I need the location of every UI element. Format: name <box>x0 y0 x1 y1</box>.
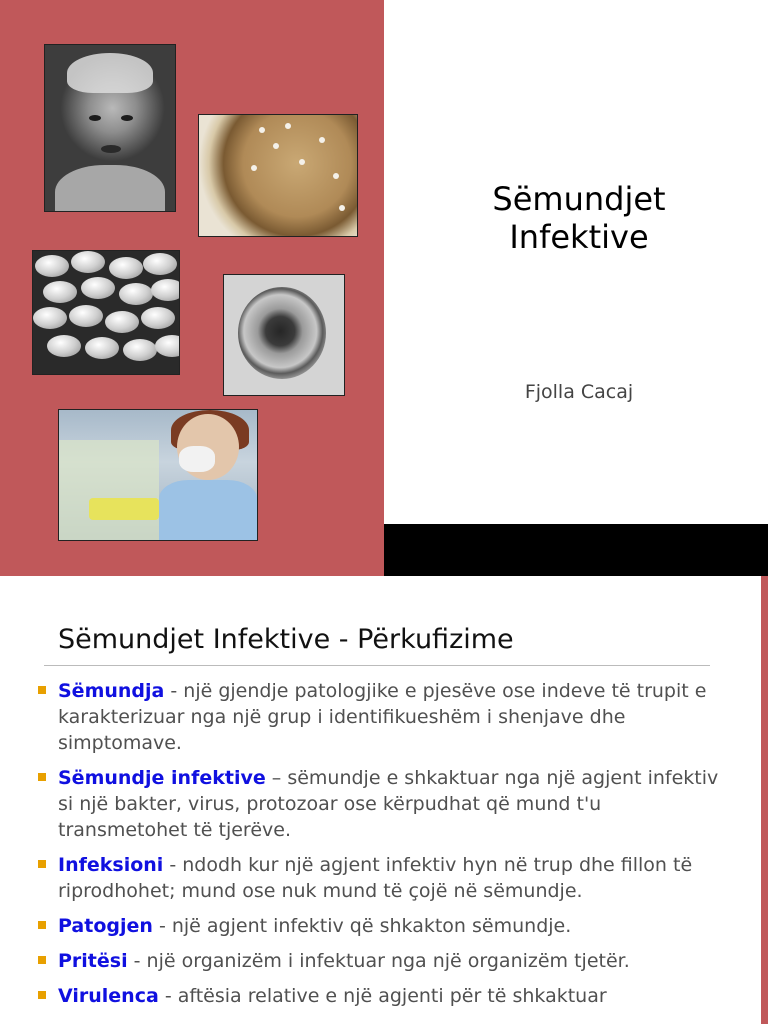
definition-text: - aftësia relative e një agjenti për të shkaktuar <box>158 985 607 1007</box>
definition-text: - një agjent infektiv që shkakton sëmundje. <box>152 915 572 937</box>
list-item <box>36 678 726 756</box>
bullet-square-icon <box>38 991 46 999</box>
definition-term: Virulenca <box>58 985 159 1007</box>
petri-dish-photo <box>198 114 358 237</box>
microscope-cells-photo <box>32 250 180 375</box>
bullet-square-icon <box>38 860 46 868</box>
title-divider <box>44 665 710 666</box>
title-line-2: Infektive <box>509 218 649 256</box>
definitions-slide <box>0 576 768 1024</box>
definition-term: Infeksioni <box>58 854 164 876</box>
bullet-square-icon <box>38 686 46 694</box>
definition-term: Patogjen <box>58 915 153 937</box>
list-item <box>36 913 726 939</box>
bullet-square-icon <box>38 773 46 781</box>
image-collage-panel <box>0 0 384 576</box>
slide-edge-accent <box>761 576 768 1024</box>
list-item <box>36 948 726 974</box>
virus-micrograph-photo <box>223 274 345 396</box>
definition-text: – sëmundje e shkaktuar nga një agjent infektiv si një bakter, virus, protozoar ose kërpudhat që mund t'u transmetohet të tjerëve. <box>58 767 719 841</box>
child-photo <box>44 44 176 212</box>
definition-term: Sëmundje infektive <box>58 767 266 789</box>
list-item <box>36 765 726 843</box>
bullet-square-icon <box>38 956 46 964</box>
slide-title: Sëmundjet Infektive - Përkufizime <box>58 624 514 655</box>
footer-bar <box>384 524 768 576</box>
lab-worker-photo <box>58 409 258 541</box>
definition-text: - ndodh kur një agjent infektiv hyn në trup dhe fillon të riprodhohet; mund ose nuk mund të çojë në sëmundje. <box>58 854 693 902</box>
definition-term: Pritësi <box>58 950 128 972</box>
list-item <box>36 983 726 1009</box>
bullet-square-icon <box>38 921 46 929</box>
author-name: Fjolla Cacaj <box>524 381 634 403</box>
title-line-1: Sëmundjet <box>492 180 666 218</box>
list-item <box>36 852 726 904</box>
presentation-title <box>384 180 768 256</box>
definition-term: Sëmundja <box>58 680 165 702</box>
definitions-list <box>36 678 726 1018</box>
definition-text: - një organizëm i infektuar nga një organizëm tjetër. <box>127 950 630 972</box>
definition-text: - një gjendje patologjike e pjesëve ose indeve të trupit e karakterizuar nga një grup i identifikueshëm i shenjave dhe simptomave. <box>58 680 707 754</box>
